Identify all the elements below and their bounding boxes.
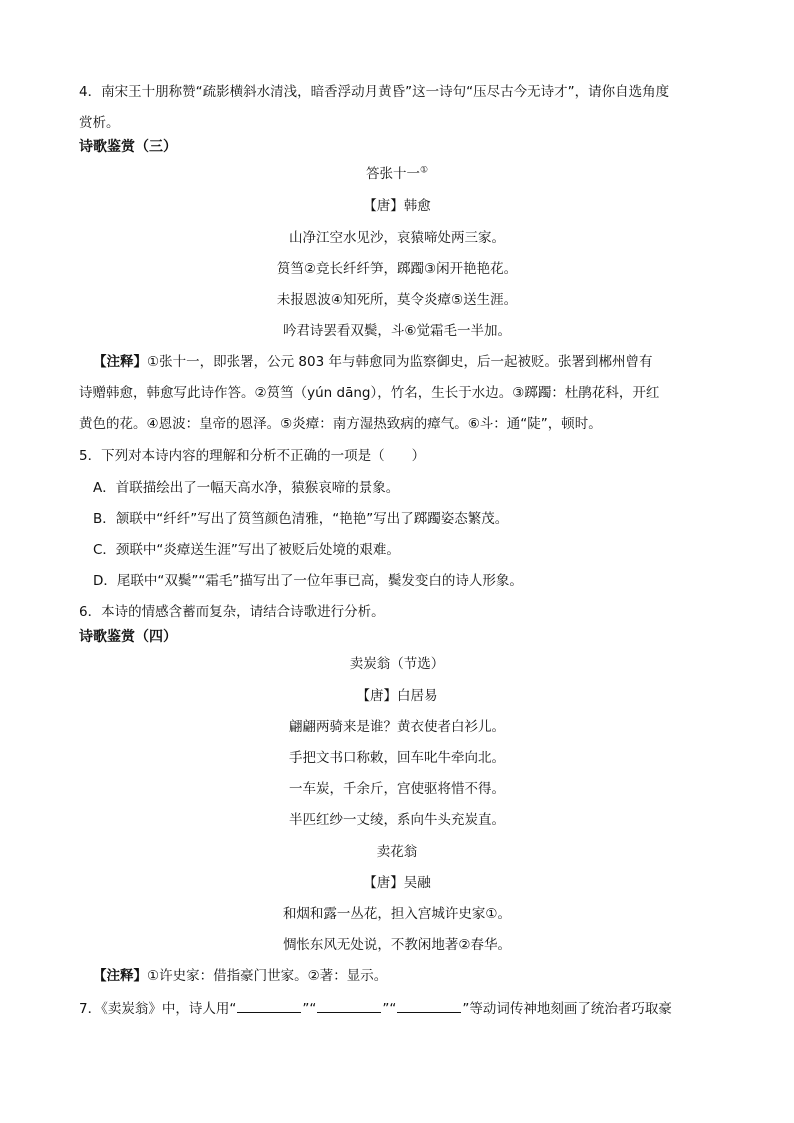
section4-poem2-line-2: 惆怅东风无处说，不教闲地著②春华。 bbox=[282, 937, 512, 953]
section4-poem1-title: 卖炭翁（节选） bbox=[349, 656, 445, 672]
section4-poem1-line-1: 翩翩两骑来是谁？黄衣使者白衫儿。 bbox=[289, 719, 505, 735]
section3-heading: 诗歌鉴赏（三） bbox=[79, 139, 177, 155]
section4-poem1-line-3: 一车炭，千余斤，宫使驱将惜不得。 bbox=[289, 781, 505, 797]
section3-note-text-1: ①张十一，即张署，公元 803 年与韩愈同为监察御史，后一起被贬。张署到郴州曾有 bbox=[147, 354, 653, 370]
q4-line-1: 4．南宋王十朋称赞“疏影横斜水清浅，暗香浮动月黄昏”这一诗句“压尽古今无诗才”，请你自选角度 bbox=[79, 84, 670, 100]
section4-poem1-line-4: 半匹红纱一丈绫，系向牛头充炭直。 bbox=[289, 812, 505, 828]
q7-stem bbox=[79, 998, 672, 1019]
q7-sep-1: ”“ bbox=[302, 1001, 317, 1017]
q7-part-2: ”等动词传神地刻画了统治者巧取豪 bbox=[462, 1001, 672, 1017]
section4-poem2-author: 【唐】吴融 bbox=[363, 875, 431, 891]
q5-option-d: D．尾联中“双鬓”“霜毛”描写出了一位年事已高，鬓发变白的诗人形象。 bbox=[93, 573, 523, 589]
section4-note-label: 【注释】 bbox=[93, 968, 147, 984]
section3-poem-title bbox=[0, 164, 794, 184]
section3-author: 【唐】韩愈 bbox=[363, 198, 431, 214]
section4-poem2-title: 卖花翁 bbox=[376, 844, 418, 860]
section4-heading: 诗歌鉴赏（四） bbox=[79, 629, 177, 645]
section4-poem1-author: 【唐】白居易 bbox=[356, 688, 438, 704]
q5-option-b: B．颔联中“纤纤”写出了筼筜颜色清雅，“艳艳”写出了踯躅姿态繁茂。 bbox=[93, 511, 509, 527]
section3-note-line-1 bbox=[93, 352, 652, 372]
section3-poem-line-3: 未报恩波④知死所，莫令炎瘴⑤送生涯。 bbox=[276, 292, 518, 308]
q7-blank-3 bbox=[397, 998, 461, 1013]
section3-title-mark: ① bbox=[419, 165, 429, 176]
q7-blank-1 bbox=[237, 998, 301, 1013]
section3-poem-line-4: 吟君诗罢看双鬓，斗⑥觉霜毛一半加。 bbox=[282, 323, 512, 339]
q7-sep-2: ”“ bbox=[382, 1001, 397, 1017]
section3-note-label: 【注释】 bbox=[93, 354, 147, 370]
section3-poem-line-1: 山净江空水见沙，哀猿啼处两三家。 bbox=[289, 230, 505, 246]
q7-blank-2 bbox=[317, 998, 381, 1013]
q6-stem: 6．本诗的情感含蓄而复杂，请结合诗歌进行分析。 bbox=[79, 604, 385, 620]
section4-poem2-line-1: 和烟和露一丛花，担入宫城许史家①。 bbox=[282, 906, 512, 922]
section4-poem1-line-2: 手把文书口称敕，回车叱牛牵向北。 bbox=[289, 750, 505, 766]
q5-stem: 5．下列对本诗内容的理解和分析不正确的一项是（ ） bbox=[79, 448, 426, 464]
q7-part-1: 7．《卖炭翁》中，诗人用“ bbox=[79, 1001, 237, 1017]
section3-note-line-3: 黄色的花。④恩波：皇帝的恩泽。⑤炎瘴：南方湿热致病的瘴气。⑥斗：通“陡”，顿时。 bbox=[79, 416, 602, 432]
q5-option-a: A．首联描绘出了一幅天高水净，猿猴哀啼的景象。 bbox=[93, 480, 400, 496]
section3-note-line-2: 诗赠韩愈，韩愈写此诗作答。②筼筜（yún dāng），竹名，生长于水边。③踯躅：杜鹃花科，开红 bbox=[79, 385, 660, 401]
section4-note bbox=[93, 966, 387, 986]
section3-title-text: 答张十一 bbox=[365, 166, 420, 182]
section3-poem-line-2: 筼筜②竞长纤纤笋，踯躅③闲开艳艳花。 bbox=[276, 261, 518, 277]
q5-option-c: C．颈联中“炎瘴送生涯”写出了被贬后处境的艰难。 bbox=[93, 542, 400, 558]
section4-note-text: ①许史家：借指豪门世家。②著：显示。 bbox=[147, 968, 388, 984]
q4-line-2: 赏析。 bbox=[79, 115, 120, 131]
